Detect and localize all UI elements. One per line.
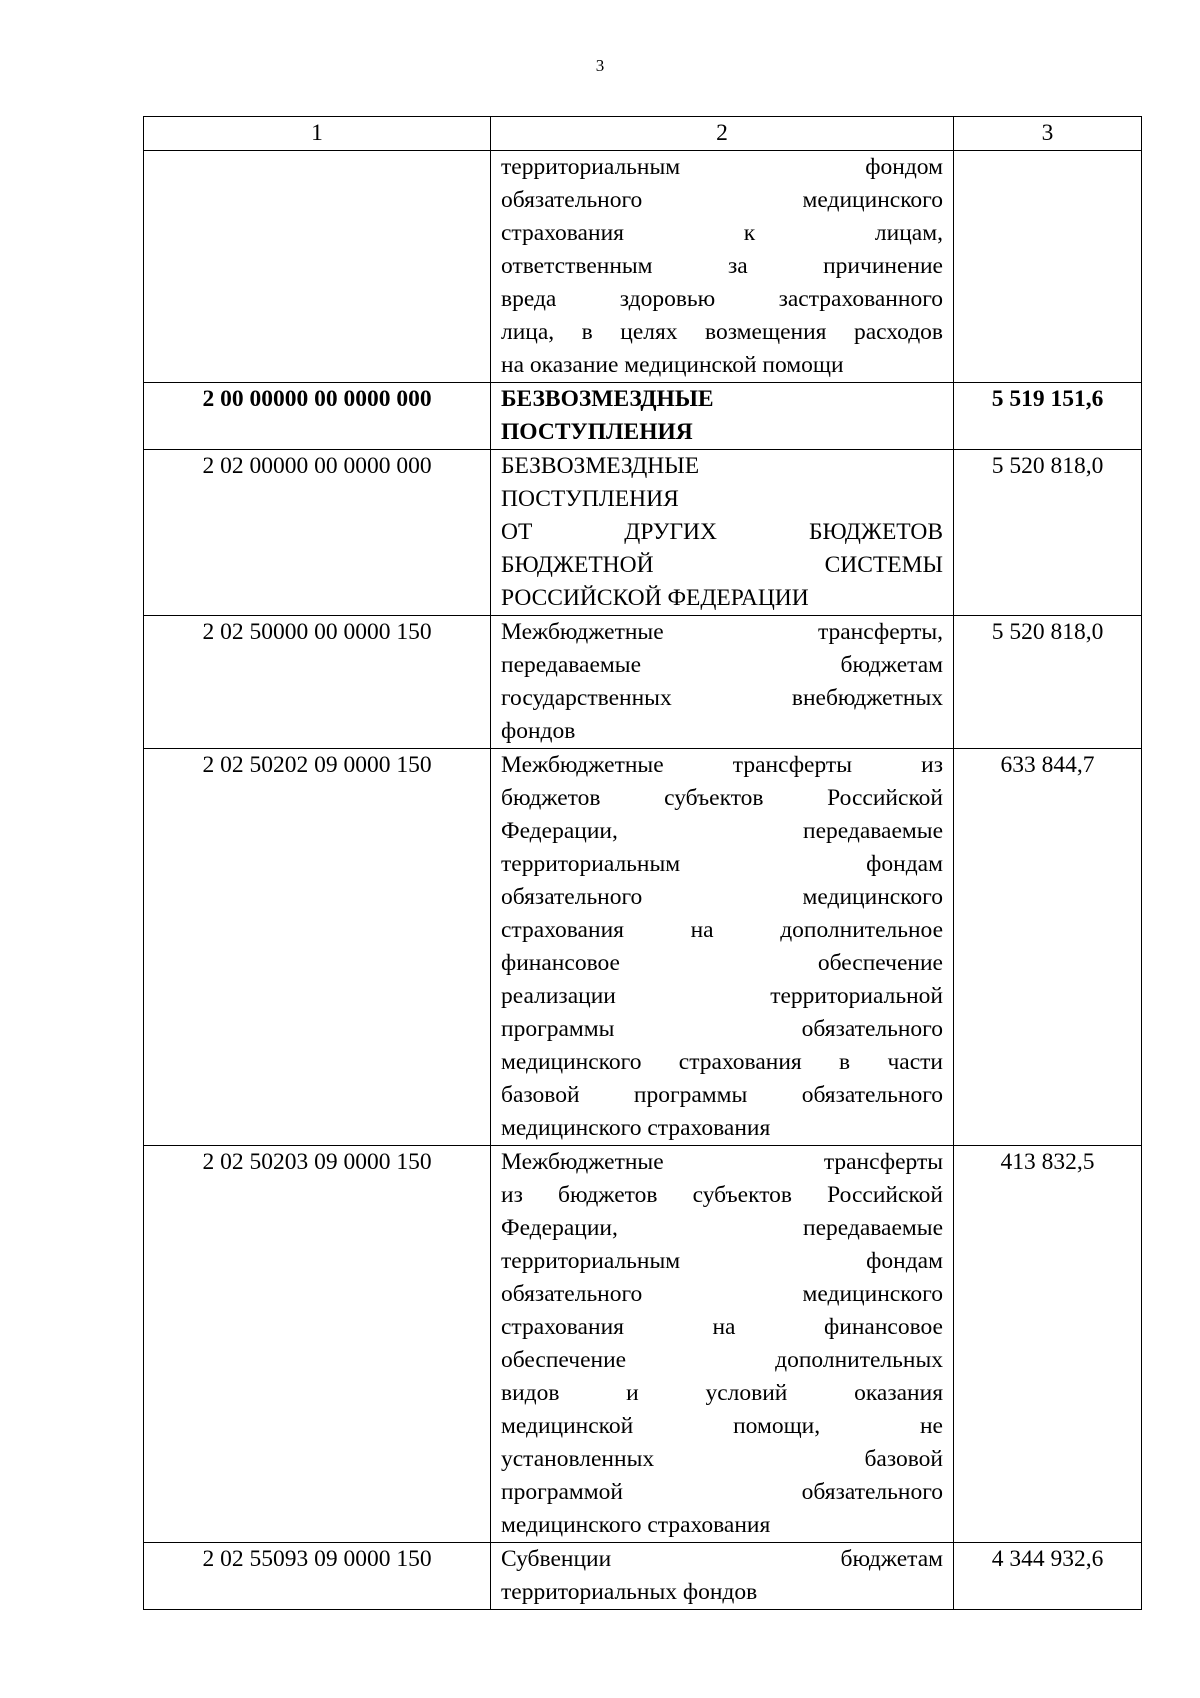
revenue-name-cell: [491, 450, 954, 616]
revenue-name-line: Межбюджетные трансферты,: [501, 619, 943, 645]
column-header-code: 1: [144, 117, 491, 151]
revenue-name-line: ПОСТУПЛЕНИЯ: [501, 419, 693, 445]
revenue-name-line: Федерации, передаваемые: [501, 818, 943, 844]
table-row: [144, 450, 1142, 616]
revenue-name-line: финансовое обеспечение: [501, 950, 943, 976]
revenue-name-line: медицинского страхования: [501, 1512, 771, 1538]
revenue-name-line: программы обязательного: [501, 1016, 943, 1042]
revenue-name-line: Межбюджетные трансферты: [501, 1149, 943, 1175]
revenue-name-line: РОССИЙСКОЙ ФЕДЕРАЦИИ: [501, 585, 809, 611]
revenue-name-line: ОТ ДРУГИХ БЮДЖЕТОВ: [501, 519, 943, 545]
revenue-name-line: БЮДЖЕТНОЙ СИСТЕМЫ: [501, 552, 943, 578]
table-row: [144, 1543, 1142, 1610]
revenue-name-line: страхования на финансовое: [501, 1314, 943, 1340]
revenue-name-line: ПОСТУПЛЕНИЯ: [501, 486, 679, 512]
column-number-header-row: [144, 117, 1142, 151]
revenue-name-line: государственных внебюджетных: [501, 685, 943, 711]
page-number: 3: [595, 56, 605, 75]
revenue-name-line: медицинского страхования в части: [501, 1049, 943, 1075]
column-header-name: 2: [491, 117, 954, 151]
table-row: [144, 616, 1142, 749]
revenue-name-cell: [491, 1146, 954, 1543]
revenue-name-line: фондов: [501, 718, 576, 744]
revenue-name-line: территориальным фондам: [501, 1248, 943, 1274]
revenue-name-line: медицинского страхования: [501, 1115, 771, 1141]
amount-cell: 5 519 151,6: [954, 383, 1142, 450]
budget-code-cell: 2 02 50202 09 0000 150: [144, 749, 491, 1146]
revenue-name-line: передаваемые бюджетам: [501, 652, 943, 678]
revenue-name-line: ответственным за причинение: [501, 253, 943, 279]
budget-code-cell: 2 02 50000 00 0000 150: [144, 616, 491, 749]
revenue-name-line: установленных базовой: [501, 1446, 943, 1472]
amount-cell: 4 344 932,6: [954, 1543, 1142, 1610]
revenue-name-line: обеспечение дополнительных: [501, 1347, 943, 1373]
revenue-name-cell: [491, 383, 954, 450]
budget-code-cell: 2 02 00000 00 0000 000: [144, 450, 491, 616]
amount-cell: 633 844,7: [954, 749, 1142, 1146]
revenue-name-line: Субвенции бюджетам: [501, 1546, 943, 1572]
table-row: [144, 383, 1142, 450]
revenue-name-line: обязательного медицинского: [501, 187, 943, 213]
revenue-name-line: медицинской помощи, не: [501, 1413, 943, 1439]
revenue-name-line: на оказание медицинской помощи: [501, 352, 844, 378]
revenue-name-line: базовой программы обязательного: [501, 1082, 943, 1108]
revenue-name-line: БЕЗВОЗМЕЗДНЫЕ: [501, 386, 714, 412]
revenue-name-line: территориальных фондов: [501, 1579, 758, 1605]
amount-cell: 413 832,5: [954, 1146, 1142, 1543]
amount-cell: 5 520 818,0: [954, 450, 1142, 616]
revenue-name-line: вреда здоровью застрахованного: [501, 286, 943, 312]
budget-code-cell: 2 00 00000 00 0000 000: [144, 383, 491, 450]
amount-cell: [954, 151, 1142, 383]
revenue-name-line: лица, в целях возмещения расходов: [501, 319, 943, 345]
revenue-name-line: Межбюджетные трансферты из: [501, 752, 943, 778]
revenue-name-line: БЕЗВОЗМЕЗДНЫЕ: [501, 453, 700, 479]
column-header-amount: 3: [954, 117, 1142, 151]
revenue-name-line: бюджетов субъектов Российской: [501, 785, 943, 811]
budget-table: [143, 116, 1142, 1610]
revenue-name-line: из бюджетов субъектов Российской: [501, 1182, 943, 1208]
revenue-name-cell: [491, 1543, 954, 1610]
revenue-name-line: обязательного медицинского: [501, 884, 943, 910]
revenue-name-line: страхования на дополнительное: [501, 917, 943, 943]
budget-code-cell: 2 02 50203 09 0000 150: [144, 1146, 491, 1543]
budget-code-cell: [144, 151, 491, 383]
revenue-name-cell: [491, 749, 954, 1146]
table-row: [144, 151, 1142, 383]
table-row: [144, 1146, 1142, 1543]
revenue-name-line: видов и условий оказания: [501, 1380, 943, 1406]
budget-code-cell: 2 02 55093 09 0000 150: [144, 1543, 491, 1610]
revenue-name-line: реализации территориальной: [501, 983, 943, 1009]
revenue-name-line: обязательного медицинского: [501, 1281, 943, 1307]
amount-cell: 5 520 818,0: [954, 616, 1142, 749]
revenue-name-cell: [491, 151, 954, 383]
revenue-name-line: Федерации, передаваемые: [501, 1215, 943, 1241]
table-row: [144, 749, 1142, 1146]
revenue-name-cell: [491, 616, 954, 749]
revenue-name-line: территориальным фондом: [501, 154, 943, 180]
revenue-name-line: страхования к лицам,: [501, 220, 943, 246]
revenue-name-line: территориальным фондам: [501, 851, 943, 877]
table-body: [144, 151, 1142, 1610]
revenue-name-line: программой обязательного: [501, 1479, 943, 1505]
